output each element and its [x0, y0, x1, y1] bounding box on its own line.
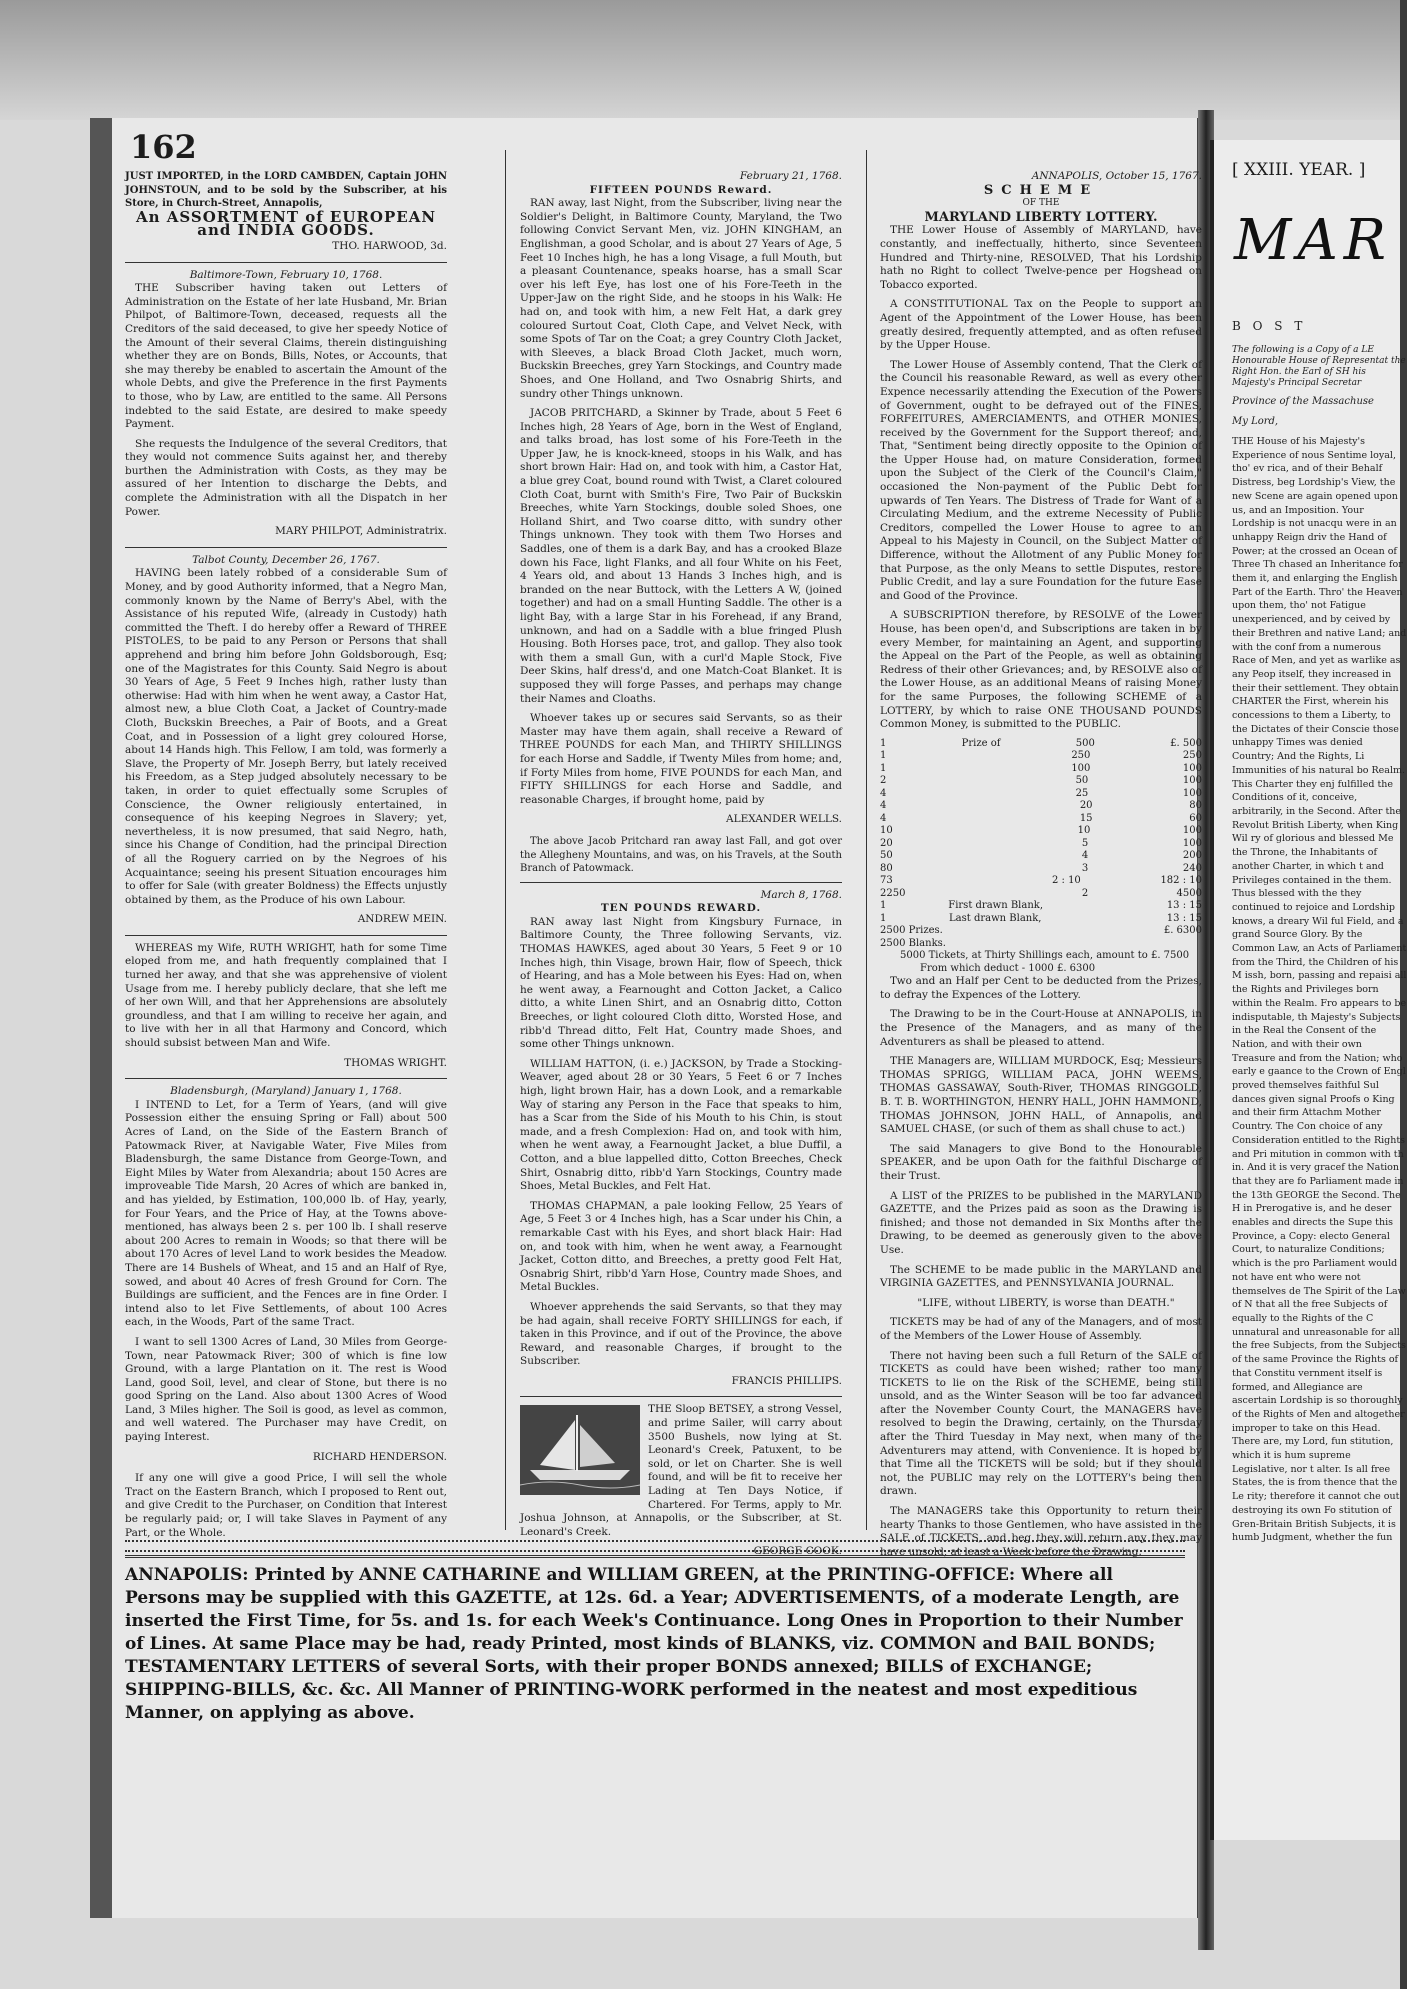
lottery-para-3: The Lower House of Assembly contend, That the Clerk of the Council his reasonable Reward, as well as every other Expence necessarily attending the Execution of the Powers of Government, ought to be defrayed out of the FINES, FORFEITURES, AMERCIAMENTS, and OTHER MONIES, received by the Government for the Support thereof; and, That, "Sentiment being directly opposite to the Opinion of the Upper House had, on mature Consideration, formed upon the Subject of the Clerk of the Council's Claim," occasioned the Non-payment of the Public Debt for upwards of Ten Years. The Distress of Trade for Want of a Circulating Medium, and the extreme Necessity of Public Creditors, compelled the Lower House to agree to an Appeal to his Majesty in Council, on the Subject Matter of Difference, without the Allotment of any Public Money for that Purpose, as the only Means to settle Disputes, restore Public Credit, and lay a sure Foundation for the future Ease and Good of the Province. — [880, 358, 1202, 602]
prize-total: 250 — [1182, 750, 1202, 762]
prize-total: 100 — [1182, 762, 1202, 774]
wright-notice: WHEREAS my Wife, RUTH WRIGHT, hath for some Time eloped from me, and hath frequently complained that I turned her away, and that she was apprehensive of violent Usage from me. I hereby publicly declare, that she left me of her own Will, and that her Apprehensions are absolutely groundless, and that I am willing to receive her again, and to live with her in all that Harmony and Concord, which should subsist between Man and Wife. — [125, 941, 447, 1050]
prize-value: 10 — [1077, 825, 1091, 837]
prize-summary — [880, 925, 1202, 975]
lottery-list: A LIST of the PRIZES to be published in the MARYLAND GAZETTE, and the Prizes paid as soon as the Drawing is finished; and those not demanded in Six Months after the Drawing, to be deemed as generously given to the above Use. — [880, 1189, 1202, 1256]
prize-total: 100 — [1182, 787, 1202, 799]
deduct-line: From which deduct - 1000 £. 6300 — [920, 962, 1096, 974]
prize-row — [880, 738, 1202, 751]
signature-henderson: RICHARD HENDERSON. — [312, 1450, 447, 1463]
scan-top-shadow — [0, 0, 1400, 120]
prize-value: 5 — [1081, 837, 1089, 849]
prize-n: 10 — [880, 825, 893, 837]
blanks-count: 2500 Blanks. — [880, 937, 946, 949]
prize-value: 250 — [1071, 750, 1091, 762]
lottery-managers: THE Managers are, WILLIAM MURDOCK, Esq; Messieurs THOMAS SPRIGG, WILLIAM PACA, JOHN WEEMS, THOMAS GASSAWAY, South-River, THOMAS RINGGOLD, B. T. B. WORTHINGTON, HENRY HALL, JOHN HAMMOND, THOMAS JOHNSON, JOHN HALL, of Annapolis, and SAMUEL CHASE, (or such of them as shall chuse to act.) — [880, 1055, 1202, 1136]
prize-n: 4 — [880, 800, 887, 812]
prize-n: 50 — [880, 850, 893, 862]
divider — [520, 882, 842, 883]
dateline-talbot: Talbot County, December 26, 1767. — [192, 553, 380, 566]
prize-value: 4 — [1081, 850, 1089, 862]
prize-total: 100 — [1182, 825, 1202, 837]
prize-value: 20 — [1079, 800, 1093, 812]
runaway-hatton: WILLIAM HATTON, (i. e.) JACKSON, by Trade a Stocking-Weaver, aged about 28 or 30 Years, 5 Feet 6 or 7 Inches high, light brown Hair, has a down Look, and a remarkable Way of staring any Person in the Face that speaks to him, has a Scar from the Side of his Mouth to his Chin, is stout made, and a fresh Complexion: Had on, and took with him, when he went away, a Fearnought Jacket, a blue Duffil, a Cotton, and a blue lappelled ditto, Cotton Breeches, Check Shirt, Osnabrig ditto, ribb'd Yarn Stockings, Country made Shoes, Metal Buckles, and Felt Hat. — [520, 1057, 842, 1193]
right-page — [1210, 140, 1407, 1840]
prize-n: 2 — [880, 775, 887, 787]
prize-row — [880, 788, 1202, 801]
lottery-para-2: A CONSTITUTIONAL Tax on the People to support an Agent of the Appointment of the Lower House, has been greatly desired, frequently attempted, and as often refused by the Upper House. — [880, 298, 1202, 352]
column-3 — [880, 170, 1202, 1600]
prize-total: 13 : 15 — [1166, 900, 1202, 912]
prize-value: 25 — [1075, 787, 1089, 799]
mein-notice: HAVING been lately robbed of a considerable Sum of Money, and by good Authority informed, that a Negro Man, commonly known by the Name of Berry's Abel, with the Assistance of his reputed Wife, (already in Custody) hath committed the Theft. I do hereby offer a Reward of THREE PISTOLES, to be paid to any Person or Persons that shall apprehend and bring him before John Goldsborough, Esq; one of the Magistrates for this County. Said Negro is about 30 Years of Age, 5 Feet 9 Inches high, rather lusty than otherwise: Had with him when he went away, a Castor Hat, almost new, a blue Cloth Coat, a Jacket of Country-made Cloth, Buckskin Breeches, a Pair of Boots, and a Great Coat, and in Possession of a light grey coloured Horse, about 14 Hands high. This Fellow, I am told, was formerly a Slave, the Property of Mr. Joseph Berry, but lately received his Freedom, as a Step judged absolutely necessary to be taken, in order to quiet effectually some Scruples of Conscience, the Owner religiously entertained, in consequence of his keeping Negroes in Slavery; yet, nevertheless, it is now presumed, that said Negro, hath, since his Change of Condition, had the principal Direction of all the Roguery carried on by the Negroes of his Acquaintance; seeing his present Situation encourages him to offer for Sale (with greater Boldness) the Effects unjustly obtained by them, as the Produce of his own Labour. — [125, 567, 447, 906]
signature-wright: THOMAS WRIGHT. — [344, 1056, 447, 1069]
signature-cook: GEORGE COOK. — [753, 1545, 842, 1558]
lottery-public: The SCHEME to be made public in the MARYLAND and VIRGINIA GAZETTES, and PENNSYLVANIA JOURNAL. — [880, 1263, 1202, 1290]
divider — [125, 935, 447, 936]
prize-value: 500 — [1075, 737, 1095, 749]
runaway-chapman: THOMAS CHAPMAN, a pale looking Fellow, 25 Years of Age, 5 Feet 3 or 4 Inches high, has a Scar under his Chin, a remarkable Cast with his Eyes, and short black Hair: Had on, and took with him, when he went away, a Fearnought Jacket, Cotton ditto, and Breeches, a pretty good Felt Hat, Osnabrig Shirt, ribb'd Yarn Hose, Country made Shoes, and Metal Buckles. — [520, 1199, 842, 1294]
prize-total: 100 — [1182, 837, 1202, 849]
prize-total: £. 500 — [1170, 737, 1202, 749]
prize-value: 50 — [1075, 775, 1089, 787]
prize-n: 1 — [880, 750, 887, 762]
prizes-total: £. 6300 — [1163, 925, 1202, 937]
boston-heading: B O S T — [1232, 319, 1307, 333]
scheme-of-the: OF THE — [1022, 198, 1060, 209]
prize-n: 1 — [880, 737, 887, 749]
prize-n: 1 — [880, 912, 887, 924]
prize-row — [880, 813, 1202, 826]
prize-label: First drawn Blank, — [948, 900, 1044, 912]
prize-row — [880, 825, 1202, 838]
runaway-reward-terms: Whoever takes up or secures said Servants, so as their Master may have them again, shall receive a Reward of THREE POUNDS for each Man, and THIRTY SHILLINGS for each Horse and Saddle, if Twenty Miles from home; and, if Forty Miles from home, FIVE POUNDS for each Man, and FIFTY SHILLINGS for each Horse and Saddle, and reasonable Charges, if brought home, paid by — [520, 712, 842, 806]
prize-row — [880, 850, 1202, 863]
page-number: 162 — [130, 128, 197, 166]
lottery-para-5: Two and an Half per Cent to be deducted from the Prizes, to defray the Expences of the Lottery. — [880, 975, 1202, 1001]
prize-value: 15 — [1079, 812, 1093, 824]
prize-n: 73 — [880, 875, 893, 887]
column-1 — [125, 170, 447, 1539]
dateline-annapolis: ANNAPOLIS, October 15, 1767. — [1031, 170, 1202, 182]
printer-imprint: ANNAPOLIS: Printed by ANNE CATHARINE and WILLIAM GREEN, at the PRINTING-OFFICE: Where all Persons may be supplied with this GAZETTE, at 12s. 6d. a Year; ADVERTISEMENTS, of a moderate Length, are inserted the First Time, for 5s. and 1s. for each Week's Continuance. Long Ones in Proportion to their Number of Lines. At same Place may be had, ready Printed, most kinds of BLANKS, viz. COMMON and BAIL BONDS; TESTAMENTARY LETTERS of several Sorts, with their proper BONDS annexed; BILLS of EXCHANGE; SHIPPING-BILLS, &c. &c. All Manner of PRINTING-WORK performed in the neatest and most expeditious Manner, on applying as above. — [125, 1555, 1185, 1725]
lottery-para-6: The Drawing to be in the Court-House at ANNAPOLIS, in the Presence of the Managers, and as many of the Adventurers as shall be pleased to attend. — [880, 1008, 1202, 1048]
prize-n: 4 — [880, 787, 887, 799]
scheme-title: SCHEME — [983, 182, 1099, 198]
signature-harwood: THO. HARWOOD, 3d. — [332, 239, 447, 252]
lottery-title: MARYLAND LIBERTY LOTTERY. — [924, 209, 1158, 225]
prize-row — [880, 900, 1202, 913]
prize-n: 80 — [880, 862, 893, 874]
prize-table — [880, 738, 1202, 926]
prizes-count: 2500 Prizes. — [880, 925, 943, 937]
dateline-bladensburgh: Bladensburgh, (Maryland) January 1, 1768. — [170, 1085, 402, 1098]
divider — [125, 262, 447, 263]
prize-row — [880, 838, 1202, 851]
prize-value: 2 — [1081, 887, 1089, 899]
prize-n: 4 — [880, 812, 887, 824]
prize-value: 2 : 10 — [1051, 875, 1081, 887]
philpot-notice: THE Subscriber having taken out Letters of Administration on the Estate of her late Husband, Mr. Brian Philpot, of Baltimore-Town, deceased, requests all the Creditors of the said deceased, to give her speedy Notice of the Amount of their several Claims, therein distinguishing whether they are on Bonds, Bills, Notes, or Accounts, that she may thereby be enabled to ascertain the Amount of the whole Debts, and give the Preference in the first Payments to those, who by Law, are entitled to the same. All Persons indebted to the said Estate, are desired to make speedy Payment. — [125, 282, 447, 431]
masthead: MAR — [1234, 208, 1392, 273]
prize-row — [880, 863, 1202, 876]
column-2 — [520, 170, 842, 1600]
prize-row — [880, 888, 1202, 901]
lottery-para-1: THE Lower House of Assembly of MARYLAND, have constantly, and ineffectually, hitherto, since Seventeen Hundred and Thirty-nine, RESOLVED, That his Lordship hath no Right to collect Twelve-pence per Hogshead on Tobacco exported. — [880, 224, 1202, 291]
prize-total: 200 — [1182, 850, 1202, 862]
prize-row — [880, 775, 1202, 788]
letter-body: THE House of his Majesty's Experience of nous Sentime loyal, tho' ev rica, and of their Behalf Distress, beg Lordship's View, the new Scene are again opened upon us, and an Imposition. Your Lordship is not unacqu were in an unhappy Reign driv the Hand of Power; at the crossed an Ocean of Three Th chased an Inheritance for them it, and enlarging the English Part of the Earth. Thro' the Heaven upon them, tho' not Fatigue unexperienced, and by ceived by their Brethren and native Land; and with the conf from a numerous Race of Men, and yet as warlike as any Peop itself, they increased in their their settlement. They obtain CHARTER the First, wherein his concessions to them a Liberty, to the Dictates of their Conscie those unhappy Times was denied Country; And the Rights, Li Immunities of his natural bo Realm. This Charter they enj fulfilled the Conditions of it, conceive, arbitrarily, in the Second. After the Revolut British Liberty, when King Wil ry of glorious and blessed Me the Throne, the Inhabitants of another Charter, in which t and Privileges contained in the them. Thus blessed with the they continued to rejoice and Lordship knows, a dreary Wil ful Field, and a grand Source Glory. By the Common Law, an Acts of Parliament from the Third, the Children of his M issh, born, passing and repaisi all the Rights and Privileges born within the Realm. Fro appears to be indisputable, th Majesty's Subjects in the Real the Consent of the Nation, and with their own Treasure and from the Nation; who early e gaance to the Crown of Engl proved themselves faithful Sul dances given signal Proofs o King and their firm Attachm Mother Country. The Con choice of any Consideration entitled to the Rights and Pri mitution in common with th in. And it is very gracef the Nation that they are fo Parliament made in the 13th GEORGE the Second. The H in Prerogative is, and he deser enables and directs the Supe this Province, a Copy: electo General Court, to naturalize Conditions; which is the pro Parliament would not have ent who were not themselves de The Spirit of the Law of N that all the free Subjects of equally to the Rights of the C unnatural and unreasonable for all the free Subjects, from the Subjects of the same Province the Rights of that Constitu vernment itself is formed, and Allegiance are ascertain Lordship is so thoroughly of the Rights of Men and altogether improper to take on this Head. There are, my Lord, fun stitution, which it is hum supreme Legislative, nor t alter. Is all free States, the is from thence that the Le rity; therefore it cannot che out destroying its own Fo stitution of Gren-Britain British Subjects, it is humb Judgment, whether the fun — [1232, 436, 1407, 1544]
sloop-ad — [520, 1403, 842, 1539]
prize-row — [880, 800, 1202, 813]
runaway-hawkes: RAN away last Night from Kingsbury Furnace, in Baltimore County, the Three following Servants, viz. THOMAS HAWKES, aged about 30 Years, 5 Feet 9 or 10 Inches high, thin Visage, brown Hair, flow of Speech, thick of Hearing, and has a Mole between his Eyes: Had on, when he went away, a Fearnought and Cotton Jacket, a Calico ditto, a white Linen Shirt, and an Osnabrig ditto, Cotton Breeches, or light coloured Cloth ditto, Worsted Hose, and ribb'd Thread ditto, Felt Hat, Country made Shoes, and some other Things unknown. — [520, 915, 842, 1051]
signature-wells: ALEXANDER WELLS. — [726, 813, 842, 826]
province-line: Province of the Massachuse — [1232, 396, 1374, 407]
column-rule-1 — [505, 150, 506, 1530]
ten-pounds-title: TEN POUNDS REWARD. — [600, 902, 762, 915]
dateline-march: March 8, 1768. — [760, 888, 842, 901]
column-rule-2 — [866, 150, 867, 1530]
assortment-headline: An ASSORTMENT of EUROPEAN and INDIA GOODS. — [135, 207, 437, 240]
prize-n: 2250 — [880, 887, 906, 899]
prize-row — [880, 750, 1202, 763]
prize-label: Last drawn Blank, — [949, 912, 1042, 924]
runaway-reward-2: Whoever apprehends the said Servants, so that they may be had again, shall receive FORTY SHILLINGS for each, if taken in this Province, and if out of the Province, the above Reward, and reasonable Charges, if brought to the Subscriber. — [520, 1300, 842, 1368]
volume-year: [ XXIII. YEAR. ] — [1232, 160, 1366, 180]
henderson-notice-2: I want to sell 1300 Acres of Land, 30 Miles from George-Town, near Patowmack River; 300 of which is fine low Ground, with a large Plantation on it. The rest is Wood Land, good Soil, level, and clear of Stone, but there is no good Spring on the Land. Also about 1300 Acres of Wood Land, 3 Miles higher. The Soil is good, as level as common, and well watered. The Purchaser may have Credit, on paying Interest. — [125, 1335, 447, 1444]
dateline-feb: February 21, 1768. — [739, 170, 842, 182]
runaway-pritchard: JACOB PRITCHARD, a Skinner by Trade, about 5 Feet 6 Inches high, 28 Years of Age, born in the West of England, and talks broad, has lost some of his Fore-Teeth in the Upper Jaw, he is knock-kneed, stoops in his Walk, and has short brown Hair: Had on, and took with him, a Castor Hat, a blue grey Coat, bound round with Twist, a Claret coloured Cloth Coat, burnt with Smith's Fire, Two Pair of Buckskin Breeches, white Yarn Stockings, double soled Shoes, one Holland Shirt, and Two coarse ditto, with sundry other Things unknown. They took with them Two Horses and Saddles, one of them is a dark Bay, and has a crooked Blaze down his Face, light Flanks, and all four White on his Feet, 4 Years old, and about 13 Hands 3 Inches high, and is branded on the near Buttock, with the Letters A W, (joined together) and had on a small Hunting Saddle. The other is a light Bay, with a large Star in his Forehead, if any Brand, unknown, and had on a Saddle with a blue fringed Plush Housing. Both Horses pace, trot, and gallop. They also took with them a small Gun, with a curl'd Maple Stock, Five Deer Skins, half dress'd, and one Match-Coat Blanket. It is supposed they will forge Passes, and perhaps may change their Names and Cloaths. — [520, 407, 842, 705]
lottery-tickets: TICKETS may be had of any of the Managers, and of most of the Members of the Lower House of Assembly. — [880, 1316, 1202, 1342]
tickets-line: 5000 Tickets, at Thirty Shillings each, amount to £. 7500 — [900, 950, 1190, 962]
letter-intro: The following is a Copy of a LE Honourable House of Representat the Right Hon. the Earl of SH his Majesty's Principal Secretar — [1232, 345, 1406, 388]
prize-row — [880, 875, 1202, 888]
henderson-notice-3: If any one will give a good Price, I will sell the whole Tract on the Eastern Branch, which I proposed to Rent out, and give Credit to the Purchaser, on Condition that Interest be regularly paid; or, I will take Slaves in Payment of any Part, or the Whole. — [125, 1472, 447, 1539]
prize-total: 182 : 10 — [1160, 875, 1202, 887]
sloop-betsey-text: THE Sloop BETSEY, a strong Vessel, and prime Sailer, will carry about 3500 Bushels, now lying at St. Leonard's Creek, Patuxent, to be sold, or let on Charter. She is well found, and will be fit to receive her Lading at Ten Days Notice, if Chartered. For Terms, apply to Mr. Joshua Johnson, at Annapolis, or the Subscriber, at St. Leonard's Creek. — [520, 1403, 842, 1538]
prize-total: 4500 — [1176, 887, 1202, 899]
lottery-para-4: A SUBSCRIPTION therefore, by RESOLVE of the Lower House, has been open'd, and Subscriptions are taken in by every Member, for maintaining an Agent, and supporting the Appeal on the Part of the People, as well as obtaining Redress of their other Grievances; and, by RESOLVE also of the Lower House, as an additional Means of raising Money for the same Purposes, the following SCHEME of a LOTTERY, by which to raise ONE THOUSAND POUNDS Common Money, is submitted to the PUBLIC. — [880, 609, 1202, 731]
signature-mein: ANDREW MEIN. — [357, 913, 447, 926]
import-header: JUST IMPORTED, in the LORD CAMBDEN, Captain JOHN JOHNSTOUN, and to be sold by the Subscriber, at his Store, in Church-Street, Annapolis, — [125, 171, 447, 210]
prize-n: 1 — [880, 762, 887, 774]
lottery-bond: The said Managers to give Bond to the Honourable SPEAKER, and be upon Oath for the faithful Discharge of their Trust. — [880, 1142, 1202, 1182]
henderson-notice: I INTEND to Let, for a Term of Years, (and will give Possession either the ensuing Spring or Fall) about 500 Acres of Land, on the Side of the Eastern Branch of Patowmack River, at Navigable Water, Five Miles from Bladensburgh, the same Distance from George-Town, and Eight Miles by Water from Alexandria; about 150 Acres are improveable Tide Marsh, 20 Acres of which are banked in, and has yielded, by Estimation, 100,000 lb. of Hay, yearly, for Four Years, and the Price of Hay, at the Towns above-mentioned, has always been 2 s. per 100 lb. I shall reserve about 200 Acres to remain in Woods; so that there will be about 170 Acres of level Land to work besides the Meadow. There are 14 Bushels of Wheat, and 15 and an Half of Rye, sowed, and about 40 Acres of fresh Ground for Corn. The Buildings are sufficient, and the Fences are in fine Order. I intend also to let Five Settlements, of about 100 Acres each, in the Woods, Part of the same Tract. — [125, 1098, 447, 1329]
prize-total: 13 : 15 — [1166, 912, 1202, 924]
ship-woodcut-icon — [520, 1405, 640, 1495]
prize-label: Prize of — [961, 737, 1001, 749]
prize-total: 80 — [1189, 800, 1202, 812]
signature-phillips: FRANCIS PHILLIPS. — [731, 1374, 842, 1387]
ornamental-rule — [125, 1540, 1185, 1552]
philpot-notice-2: She requests the Indulgence of the several Creditors, that they would not commence Suits against her, and thereby burthen the Administration with Costs, as they may be assured of her Intention to discharge the Debts, and complete the Administration with all the Dispatch in her Power. — [125, 437, 447, 518]
liberty-motto: "LIFE, without LIBERTY, is worse than DEATH." — [917, 1296, 1175, 1309]
salutation: My Lord, — [1232, 416, 1279, 427]
prize-n: 20 — [880, 837, 893, 849]
prize-total: 240 — [1182, 862, 1202, 874]
prize-value: 3 — [1081, 862, 1089, 874]
pritchard-note: The above Jacob Pritchard ran away last Fall, and got over the Allegheny Mountains, and was, on his Travels, at the South Branch of Patowmack. — [520, 835, 842, 875]
runaway-kingham: RAN away, last Night, from the Subscriber, living near the Soldier's Delight, in Baltimore County, Maryland, the Two following Convict Servant Men, viz. JOHN KINGHAM, an Englishman, a good Scholar, and is about 27 Years of Age, 5 Feet 10 Inches high, he has a long Visage, a full Mouth, but a pleasant Countenance, speaks hoarse, has a small Scar over his left Eye, has lost one of his Fore-Teeth in the Upper-Jaw on the right Side, and he stoops in his Walk: He had on, and took with him, a new Felt Hat, a dark grey coloured Surtout Coat, Cloth Cape, and Velvet Neck, with some Spots of Tar on the Coat; a grey Country Cloth Jacket, with Sleeves, a black Broad Cloth Jacket, much worn, Buckskin Breeches, grey Yarn Stockings, and Country made Shoes, and One Holland, and Two Osnabrig Shirts, and sundry other Things unknown. — [520, 197, 842, 400]
prize-value: 100 — [1071, 762, 1091, 774]
fifteen-pounds-title: FIFTEEN POUNDS Reward. — [589, 183, 773, 196]
dateline-baltimore: Baltimore-Town, February 10, 1768. — [189, 268, 383, 281]
signature-philpot: MARY PHILPOT, Administratrix. — [275, 525, 447, 538]
lottery-thanks: The MANAGERS take this Opportunity to return their hearty Thanks to those Gentlemen, who have assisted in the SALE of TICKETS, and beg they will return any they may have unsold, at least a Week before the Drawing. — [880, 1505, 1202, 1558]
prize-row — [880, 913, 1202, 926]
prize-row — [880, 763, 1202, 776]
divider — [125, 1078, 447, 1079]
prize-n: 1 — [880, 900, 887, 912]
divider — [125, 547, 447, 548]
divider — [520, 1396, 842, 1397]
prize-total: 100 — [1182, 775, 1202, 787]
lottery-drawing: There not having been such a full Return of the SALE of TICKETS as could have been wished; rather too many TICKETS to lie on the Risk of the SCHEME, being still unsold, and as the Winter Season will be too far advanced after the November County Court, the MANAGERS have resolved to begin the Drawing, certainly, on the Thursday after the Third Tuesday in May next, when many of the Adventurers may attend, with Convenience. It is hoped by that Time all the TICKETS will be sold; but if they should not, the PUBLIC may rely on the LOTTERY's being then drawn. — [880, 1349, 1202, 1498]
prize-total: 60 — [1189, 812, 1202, 824]
